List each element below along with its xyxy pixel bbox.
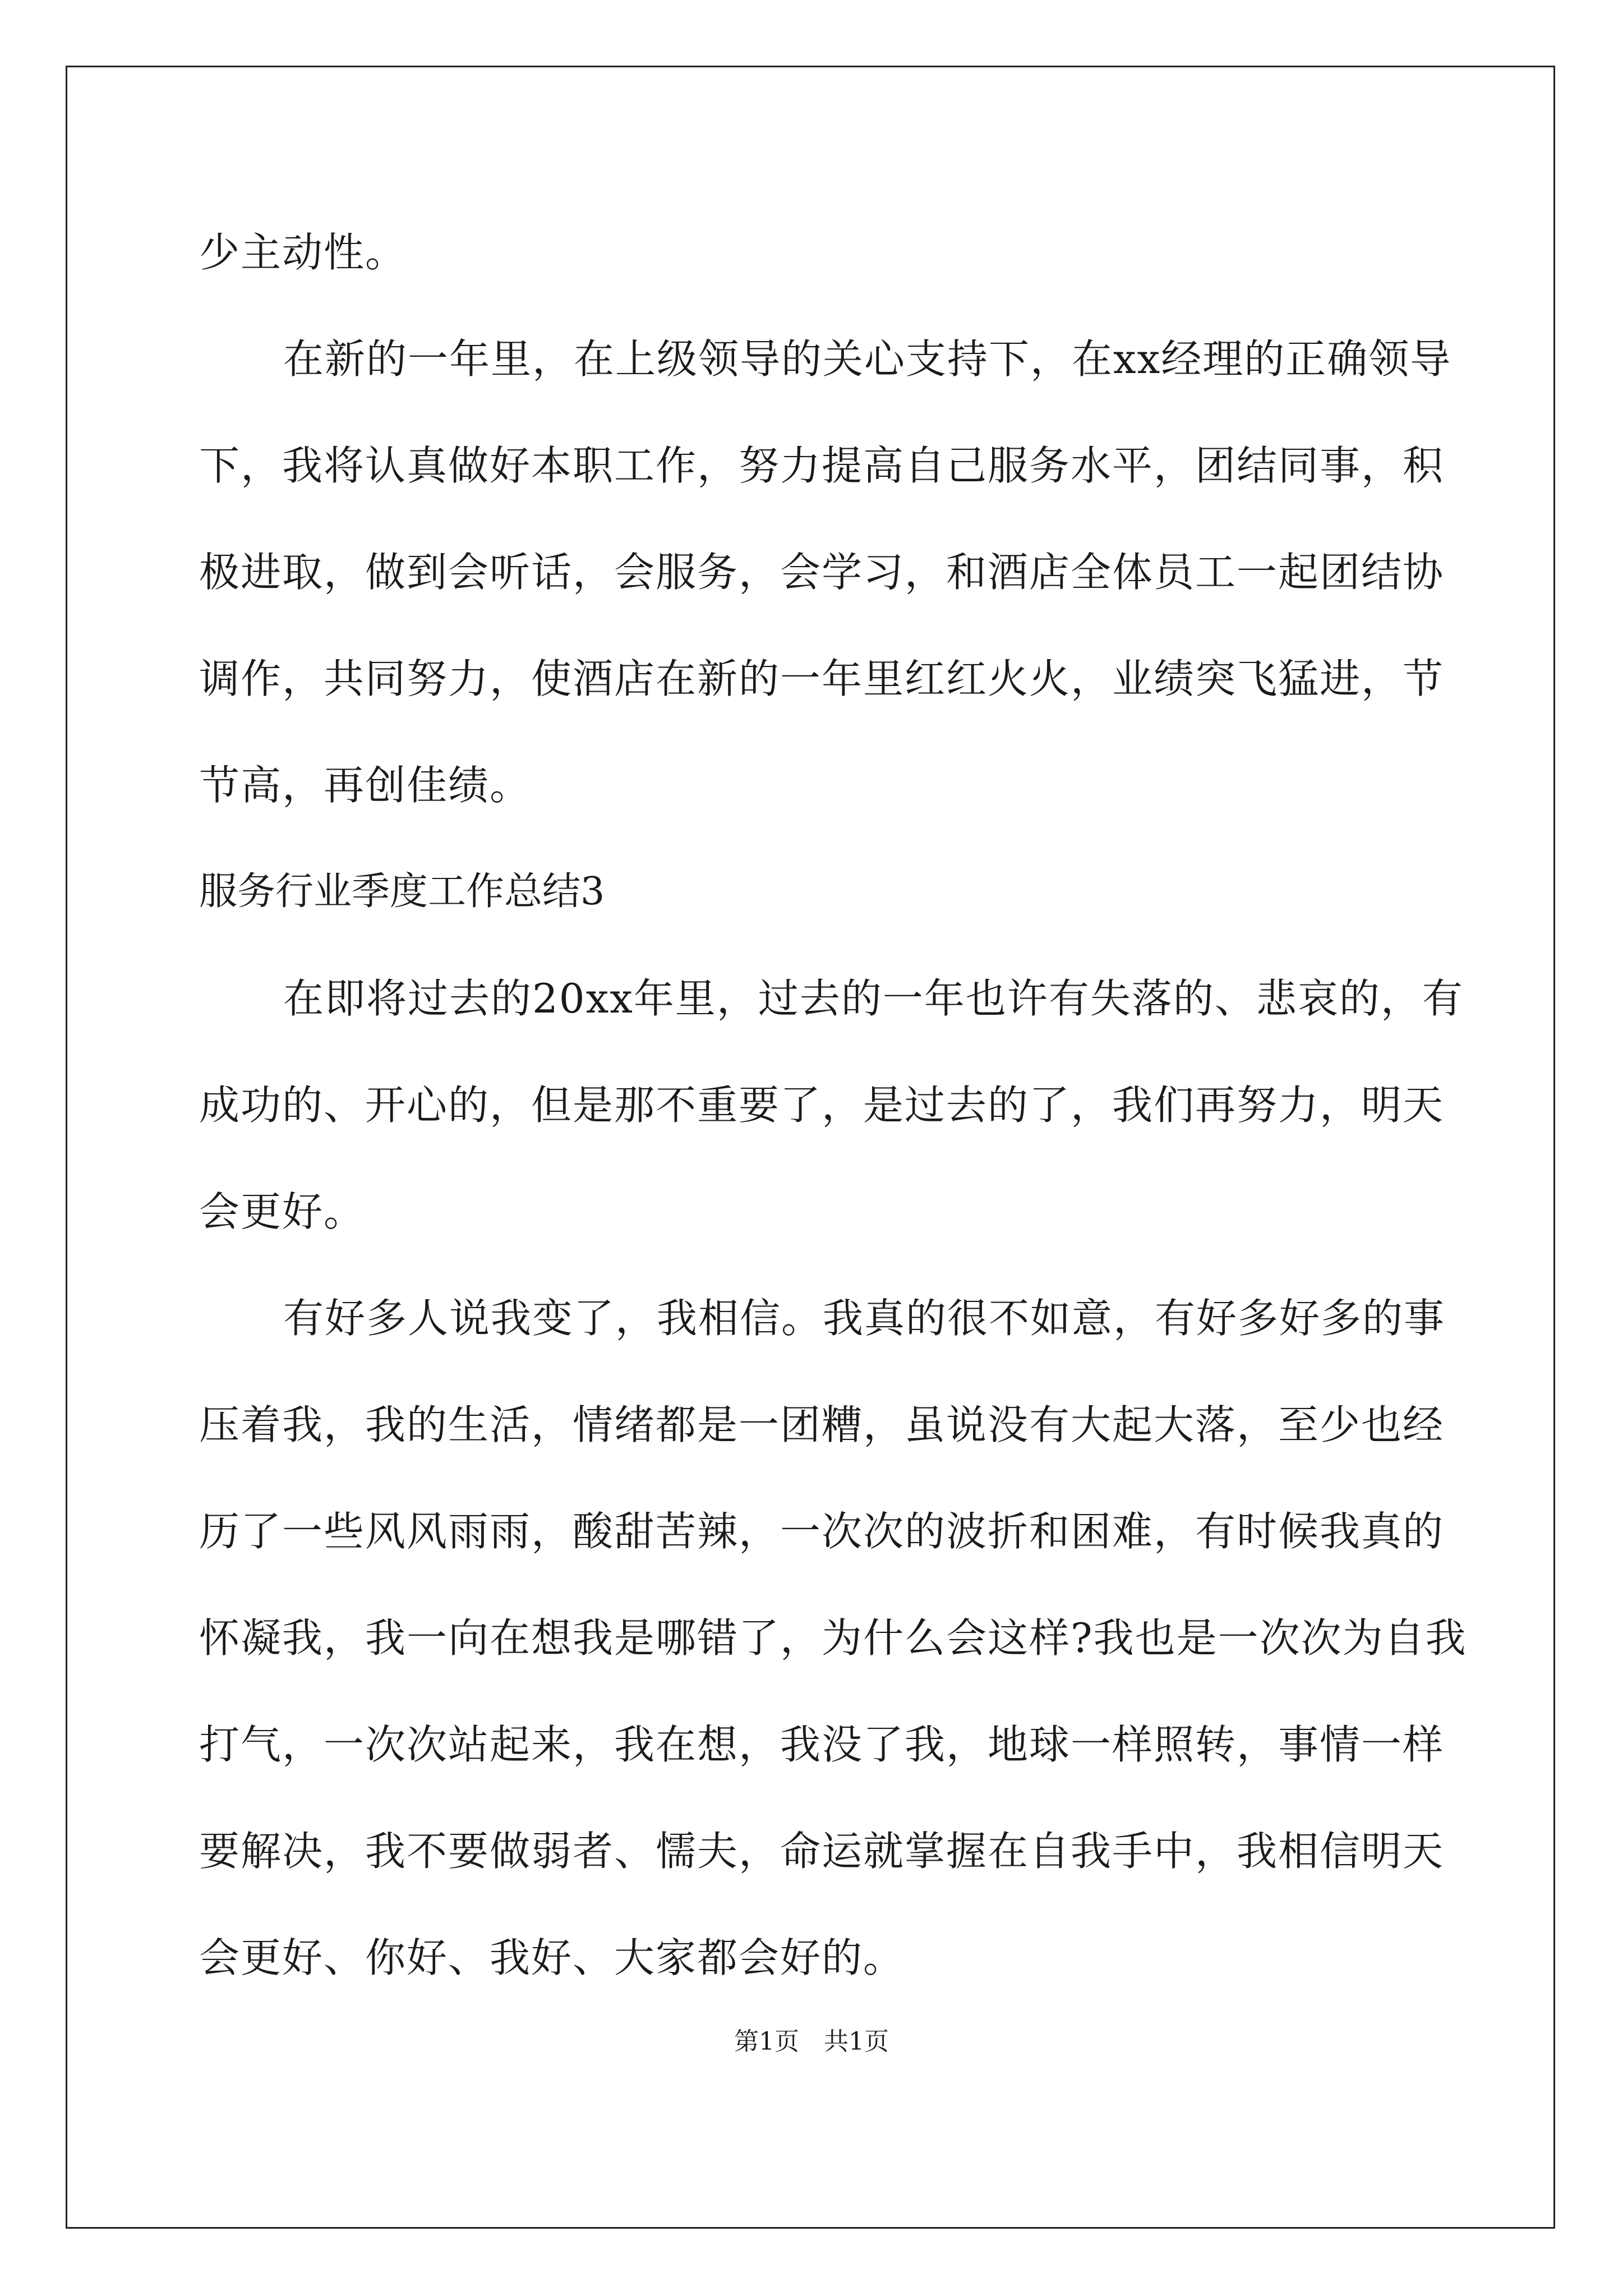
paragraph-line: 在即将过去的20xx年里，过去的一年也许有失落的、悲哀的，有 xyxy=(283,975,1464,1022)
paragraph-line: 少主动性。 xyxy=(199,229,407,276)
section-heading: 服务行业季度工作总结3 xyxy=(199,869,605,914)
paragraph-line: 在新的一年里，在上级领导的关心支持下，在xx经理的正确领导 xyxy=(283,335,1452,383)
paragraph-line: 极进取，做到会听话，会服务，会学习，和酒店全体员工一起团结协 xyxy=(199,549,1445,596)
paragraph-line: 怀凝我，我一向在想我是哪错了，为什么会这样?我也是一次次为自我 xyxy=(199,1614,1467,1662)
paragraph-line: 成功的、开心的，但是那不重要了，是过去的了，我们再努力，明天 xyxy=(199,1082,1445,1129)
paragraph-line: 打气，一次次站起来，我在想，我没了我，地球一样照转，事情一样 xyxy=(199,1721,1445,1768)
paragraph-line: 调作，共同努力，使酒店在新的一年里红红火火，业绩突飞猛进，节 xyxy=(199,655,1445,702)
page-footer: 第1页 共1页 xyxy=(734,2027,889,2056)
paragraph-line: 有好多人说我变了，我相信。我真的很不如意，有好多好多的事 xyxy=(283,1295,1446,1342)
paragraph-line: 下，我将认真做好本职工作，努力提高自己服务水平，团结同事，积 xyxy=(199,442,1445,489)
paragraph-line: 节高，再创佳绩。 xyxy=(199,762,532,809)
document-body xyxy=(199,199,1467,2011)
paragraph-line: 压着我，我的生活，情绪都是一团糟，虽说没有大起大落，至少也经 xyxy=(199,1401,1445,1448)
paragraph-line: 会更好、你好、我好、大家都会好的。 xyxy=(199,1934,905,1981)
paragraph-line: 要解决，我不要做弱者、懦夫，命运就掌握在自我手中，我相信明天 xyxy=(199,1828,1445,1875)
paragraph-line: 会更好。 xyxy=(199,1188,366,1235)
paragraph-line: 历了一些风风雨雨，酸甜苦辣，一次次的波折和困难，有时候我真的 xyxy=(199,1508,1445,1555)
